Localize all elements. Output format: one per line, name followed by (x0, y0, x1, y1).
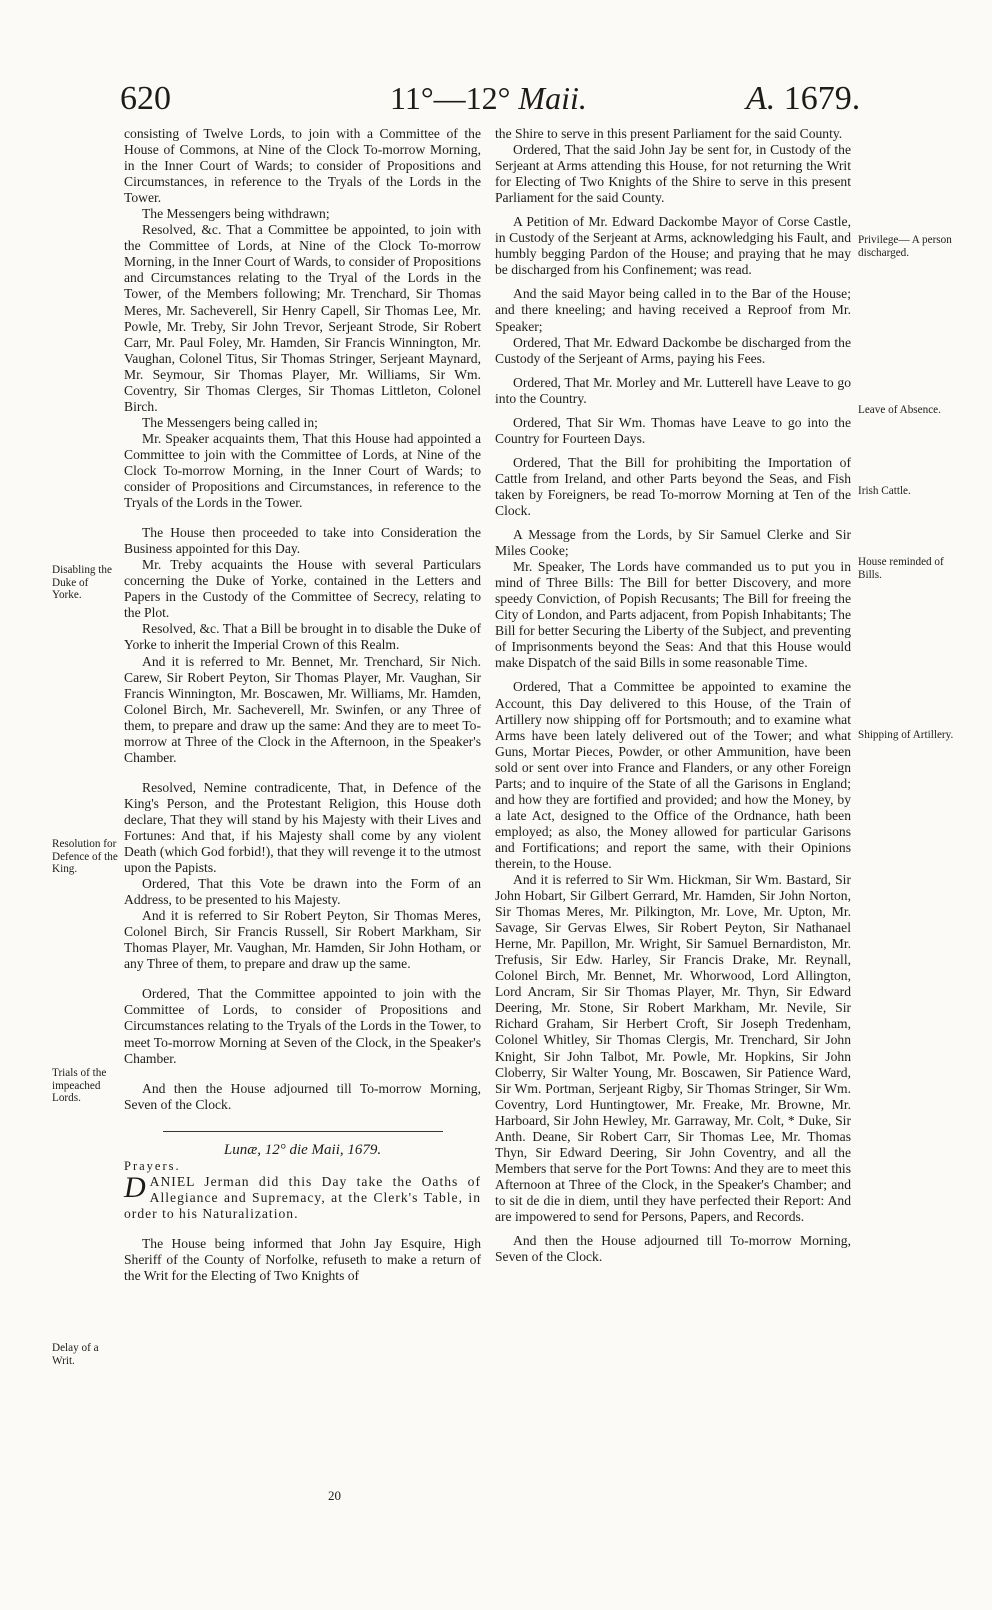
header-date: 11°—12° Maii. (390, 80, 587, 116)
right-column (495, 126, 851, 1265)
adjournment: And then the House adjourned till To-morrow Morning, Seven of the Clock. (124, 1080, 481, 1112)
margin-note-house-reminded: House reminded of Bills. (858, 556, 944, 581)
paragraph: Ordered, That Mr. Morley and Mr. Lutterell have Leave to go into the Country. (495, 374, 851, 406)
paragraph: A Petition of Mr. Edward Dackombe Mayor of Corse Castle, in Custody of the Serjeant at Arms, acknowledging his Fault, and humbly begging Pardon of the House; and praying that he may be discharged from his Confinement; was read. (495, 214, 851, 278)
paragraph: The Messengers being withdrawn; (142, 206, 330, 222)
paragraph: Ordered, That Sir Wm. Thomas have Leave to go into the Country for Fourteen Days. (495, 414, 851, 446)
paragraph: the Shire to serve in this present Parliament for the said County. (495, 126, 843, 141)
paragraph: Ordered, That a Committee be appointed to examine the Account, this Day delivered to this House, of the Train of Artillery now shipping off for Portsmouth; and to examine what Arms have been lately delivered out of the Tower; and what Guns, Mortar Pieces, Powder, or other Ammunition, have been sold or sent over into France and Flanders, or any other Foreign Parts; and to inquire of the State of all the Garisons in England; and how they are fortified and provided; and how the Money, by a late Act, designed to the Office of the Ordnance, hath been employed; as also, the Money allowed for particular Garisons and Fortifications; and report the same, with their Opinions therein, to the House. (495, 679, 851, 871)
margin-note-irish-cattle: Irish Cattle. (858, 485, 911, 497)
paragraph: Ordered, That the Bill for prohibiting the Importation of Cattle from Ireland, and other Parts beyond the Seas, and Fish taken by Foreigners, be read To-morrow Morning at Ten of the Clock. (495, 454, 851, 518)
paragraph: Resolved, &c. That a Committee be appointed, to join with the Committee of Lords, at Nine of the Clock To-morrow Morning, in the Inner Court of Wards, to consider of Propositions and Circumstances relating to the Tryal of the Lords in the Tower, of the Members following; Mr. Trenchard, Sir Thomas Meres, Mr. Sacheverell, Sir Henry Capell, Sir Thomas Lee, Mr. Powle, Mr. Treby, Sir John Trevor, Serjeant Strode, Sir Robert Carr, Mr. Paul Foley, Mr. Hamden, Sir Francis Winnington, Mr. Vaughan, Colonel Titus, Sir Thomas Stringer, Serjeant Maynard, Mr. Seymour, Sir Thomas Player, Mr. Williams, Sir Wm. Coventry, Sir Thomas Clerges, Sir Thomas Littleton, Colonel Birch. (124, 222, 481, 414)
adjournment: And then the House adjourned till To-morrow Morning, Seven of the Clock. (495, 1233, 851, 1265)
paragraph: consisting of Twelve Lords, to join with a Committee of the House of Commons, at Nine of the Clock To-morrow Morning, in the Inner Court of Wards; to consider of Propositions and Circumstances, in reference to the Tryals of the Lords in the Tower. (124, 126, 481, 206)
paragraph: A Message from the Lords, by Sir Samuel Clerke and Sir Miles Cooke; (495, 527, 851, 559)
paragraph: DANIEL Jerman did this Day take the Oaths of Allegiance and Supremacy, at the Clerk's Table, in order to his Naturalization. (124, 1170, 481, 1221)
paragraph: Resolved, Nemine contradicente, That, in Defence of the King's Person, and the Protestant Religion, this House doth declare, That they will stand by his Majesty with their Lives and Fortunes: And that, if his Majesty shall come by any violent Death (which God forbid!), that they will revenge it to the utmost upon the Papists. (124, 779, 481, 876)
paragraph: The House then proceeded to take into Consideration the Business appointed for this Day. (124, 525, 481, 557)
page-number: 620 (120, 80, 171, 117)
paragraph: And it is referred to Mr. Bennet, Mr. Trenchard, Sir Nich. Carew, Sir Robert Peyton, Sir Thomas Player, Mr. Vaughan, Sir Francis Winnington, Mr. Boscawen, Mr. Williams, Mr. Hamden, Colonel Birch, Mr. Sacheverell, Mr. Swinfen, or any Three of them, to prepare and draw up the same: And they are to meet To-morrow at Three of the Clock in the Afternoon, in the Speaker's Chamber. (124, 653, 481, 765)
left-column (124, 126, 481, 1284)
session-heading: Lunæ, 12° die Maii, 1679. (223, 1141, 382, 1158)
margin-note-resolution: Resolution for Defence of the King. (52, 838, 118, 875)
paragraph: Mr. Speaker, The Lords have commanded us to put you in mind of Three Bills: The Bill for better Discovery, and more speedy Conviction, of Popish Recusants; The Bill for freeing the City of London, and Parts adjacent, from Popish Inhabitants; The Bill for better Securing the Liberty of the Subject, and preventing of Imprisonments beyond the Seas: And that this House would make Dispatch of the said Bills in some reasonable Time. (495, 559, 851, 671)
prayers-heading: Prayers. (124, 1158, 181, 1173)
paragraph: The Messengers being called in; (142, 414, 318, 430)
paragraph: The House being informed that John Jay Esquire, High Sheriff of the County of Norfolke, refuseth to make a return of the Writ for the Electing of Two Knights of (124, 1235, 481, 1284)
page-header (0, 0, 992, 120)
paragraph: Mr. Speaker acquaints them, That this House had appointed a Committee to join with the Committee of Lords, at Nine of the Clock To-morrow Morning, in the Inner Court of Wards; to consider of Propositions and Circumstances, in reference to the Tryals of the Lords in the Tower. (124, 430, 481, 511)
margin-note-shipping: Shipping of Artillery. (858, 729, 954, 741)
drop-cap: D (124, 1170, 147, 1204)
paragraph: And the said Mayor being called in to the Bar of the House; and there kneeling; and having received a Reproof from Mr. Speaker; (495, 286, 851, 334)
margin-note-disabling: Disabling the Duke of Yorke. (52, 564, 112, 601)
margin-note-trials: Trials of the impeached Lords. (52, 1067, 107, 1104)
margin-note-delay: Delay of a Writ. (52, 1342, 99, 1367)
header-year: A. 1679. (746, 80, 861, 117)
paragraph: Resolved, &c. That a Bill be brought in to disable the Duke of Yorke to inherit the Imperial Crown of this Realm. (124, 621, 481, 653)
paragraph: Ordered, That the said John Jay be sent for, in Custody of the Serjeant at Arms attending this House, for not returning the Writ for Electing of Two Knights of the Shire to serve in this present Parliament for the said County. (495, 142, 851, 206)
paragraph: Mr. Treby acquaints the House with several Particulars concerning the Duke of Yorke, contained in the Letters and Papers in the Custody of the Committee of Secrecy, relating to the Plot. (124, 557, 481, 621)
signature-mark: 20 (328, 1488, 341, 1503)
margin-note-leave: Leave of Absence. (858, 404, 941, 416)
paragraph: Ordered, That the Committee appointed to join with the Committee of Lords, to consider of Propositions and Circumstances relating to the Tryals of the Lords in the Tower, to meet To-morrow Morning at Seven of the Clock, in the Speaker's Chamber. (124, 986, 481, 1066)
paragraph: Ordered, That Mr. Edward Dackombe be discharged from the Custody of the Serjeant of Arms, paying his Fees. (495, 334, 851, 366)
margin-note-privilege: Privilege— A person discharged. (858, 234, 952, 259)
paragraph: And it is referred to Sir Robert Peyton, Sir Thomas Meres, Colonel Birch, Sir Francis Russell, Sir Robert Markham, Sir Thomas Player, Mr. Vaughan, Mr. Hamden, Sir John Hotham, or any Three of them, to prepare and draw up the same. (124, 908, 481, 972)
paragraph: Ordered, That this Vote be drawn into the Form of an Address, to be presented to his Majesty. (124, 876, 481, 908)
section-rule (163, 1131, 443, 1132)
paragraph: And it is referred to Sir Wm. Hickman, Sir Wm. Bastard, Sir John Hobart, Sir Gilbert Gerrard, Mr. Hamden, Sir John Norton, Sir Thomas Meres, Mr. Pilkington, Mr. Love, Mr. Upton, Mr. Savage, Sir Gervas Elwes, Sir Robert Peyton, Sir Nathanael Herne, Mr. Papillon, Mr. Wright, Sir Samuel Bernardiston, Mr. Trefusis, Sir Edw. Harley, Sir Francis Drake, Mr. Reynall, Colonel Birch, Mr. Bennet, Mr. Whorwood, Lord Allington, Lord Ancram, Sir Sir Thomas Player, Mr. Thyn, Sir Edward Deering, Mr. Stone, Sir Robert Markham, Mr. Nevile, Sir Richard Graham, Sir Herbert Croft, Sir Joseph Tredenham, Colonel Whitley, Sir Thomas Clergis, Mr. Trenchard, Sir John Knight, Sir John Talbot, Mr. Powle, Mr. Hopkins, Sir John Cloberry, Sir Walter Young, Mr. Boscawen, Sir Patience Ward, Sir Wm. Portman, Serjeant Rigby, Sir Thomas Stringer, Sir Wm. Coventry, Lord Huntingtower, Mr. Freake, Mr. Browne, Mr. Harboard, Sir John Hewley, Mr. Garraway, Mr. Colt, * Duke, Sir Anth. Deane, Sir Robert Carr, Sir Thomas Lee, Mr. Thomas Thyn, Sir Edward Deering, Sir John Coventry, and all the Members that serve for the Port Towns: And they are to meet this Afternoon at Three of the Clock, in the Speaker's Chamber; and to sit de die in diem, until they have perfected their Report: And are impowered to send for Persons, Papers, and Records. (495, 872, 851, 1224)
